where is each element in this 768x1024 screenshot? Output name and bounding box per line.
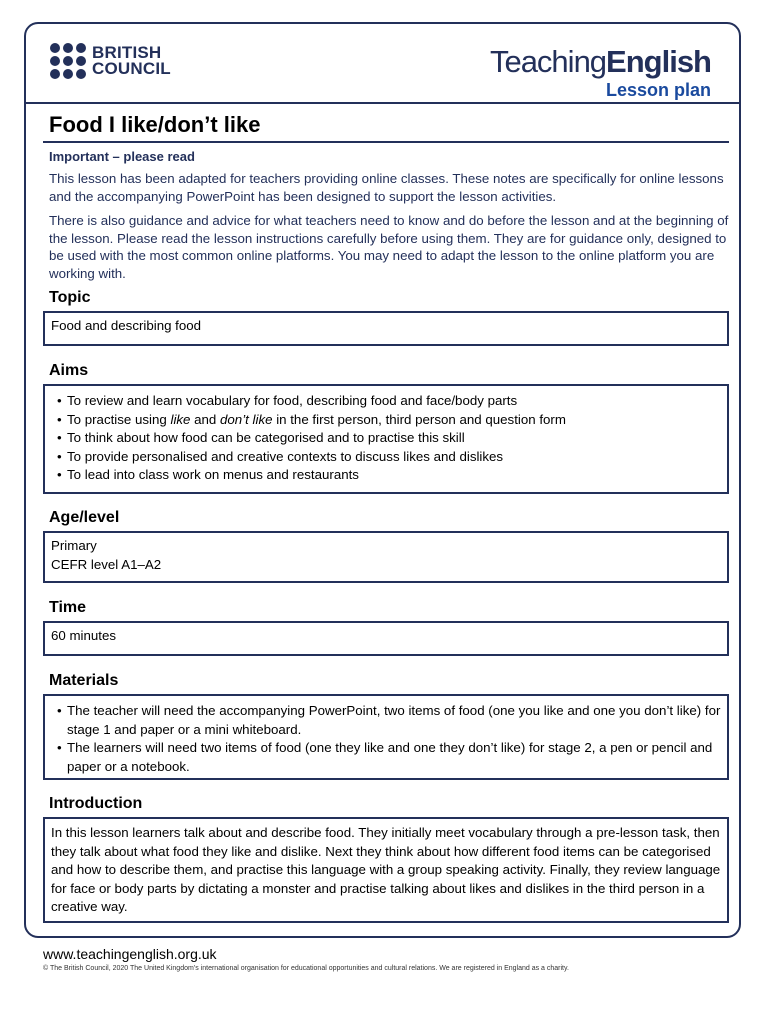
- footer-url: www.teachingenglish.org.uk: [43, 946, 217, 962]
- footer-copyright: © The British Council, 2020 The United Kingdom’s international organisation for educational opportunities and cultural relations. We are registered in England as a charity.: [43, 965, 569, 972]
- materials-heading: Materials: [49, 672, 119, 689]
- time-box: [43, 621, 729, 656]
- list-item: • To lead into class work on menus and restaurants: [67, 466, 721, 485]
- list-item: • To think about how food can be categorised and to practise this skill: [67, 429, 721, 448]
- materials-box: [43, 694, 729, 780]
- topic-box: [43, 311, 729, 346]
- age-level-box: [43, 531, 729, 583]
- brand-part-1: Teaching: [489, 44, 607, 79]
- time-heading: Time: [49, 599, 87, 616]
- list-item: • The learners will need two items of food (one they like and one they don’t like) for stage 2, a pen or pencil and paper or a notebook.: [67, 739, 721, 776]
- introduction-text: In this lesson learners talk about and describe food. They initially meet vocabulary through a pre-lesson task, then they talk about what food they like and dislike. Next they think about how different food items can be categorised and how to describe them, and practise this language with a group speaking activity. Finally, they review language for face or body parts by dictating a monster and practise talking about likes and dislikes in the third person in a creative way.: [51, 825, 721, 914]
- aims-box: [43, 384, 729, 494]
- brand-part-2: English: [606, 44, 711, 79]
- aims-list: [51, 392, 721, 485]
- logo-dots-icon: [50, 43, 86, 79]
- list-item: • To review and learn vocabulary for food, describing food and face/body parts: [67, 392, 721, 411]
- aims-heading: Aims: [49, 362, 89, 379]
- main-content: [43, 112, 729, 923]
- logo-line-2: COUNCIL: [92, 59, 171, 78]
- topic-heading: Topic: [49, 289, 91, 306]
- age-line-2: CEFR level A1–A2: [51, 556, 162, 572]
- materials-list: [51, 702, 721, 776]
- important-paragraph-1: This lesson has been adapted for teachers providing online classes. These notes are specifically for online lessons and the accompanying PowerPoint has been designed to support the lesson activities.: [49, 171, 724, 204]
- important-heading: Important – please read: [49, 149, 195, 164]
- british-council-logo: [50, 43, 171, 79]
- header-divider: [24, 102, 741, 104]
- logo-line-1: BRITISH: [92, 43, 162, 62]
- lesson-plan-label: Lesson plan: [605, 80, 711, 100]
- page-title: Food I like/don’t like: [49, 112, 261, 137]
- list-item: • The teacher will need the accompanying PowerPoint, two items of food (one you like and one you don’t like) for stage 1 and paper or a mini whiteboard.: [67, 702, 721, 739]
- topic-text: Food and describing food: [51, 318, 202, 333]
- teaching-english-brand: [490, 44, 711, 80]
- title-divider: [43, 141, 729, 143]
- introduction-box: [43, 817, 729, 923]
- time-text: 60 minutes: [51, 628, 117, 643]
- introduction-heading: Introduction: [49, 795, 143, 812]
- important-paragraph-2: There is also guidance and advice for what teachers need to know and do before the lesson and at the beginning of the lesson. Please read the lesson instructions carefully before using them. They are for guidance only, designed to be used with the most common online platforms. You may need to adapt the lesson to the online platform you are working with.: [49, 213, 729, 281]
- list-item: • To provide personalised and creative contexts to discuss likes and dislikes: [67, 448, 721, 467]
- list-item: • To practise using like and don’t like in the first person, third person and question form: [67, 411, 721, 430]
- age-level-heading: Age/level: [49, 509, 120, 526]
- age-line-1: Primary: [51, 538, 97, 553]
